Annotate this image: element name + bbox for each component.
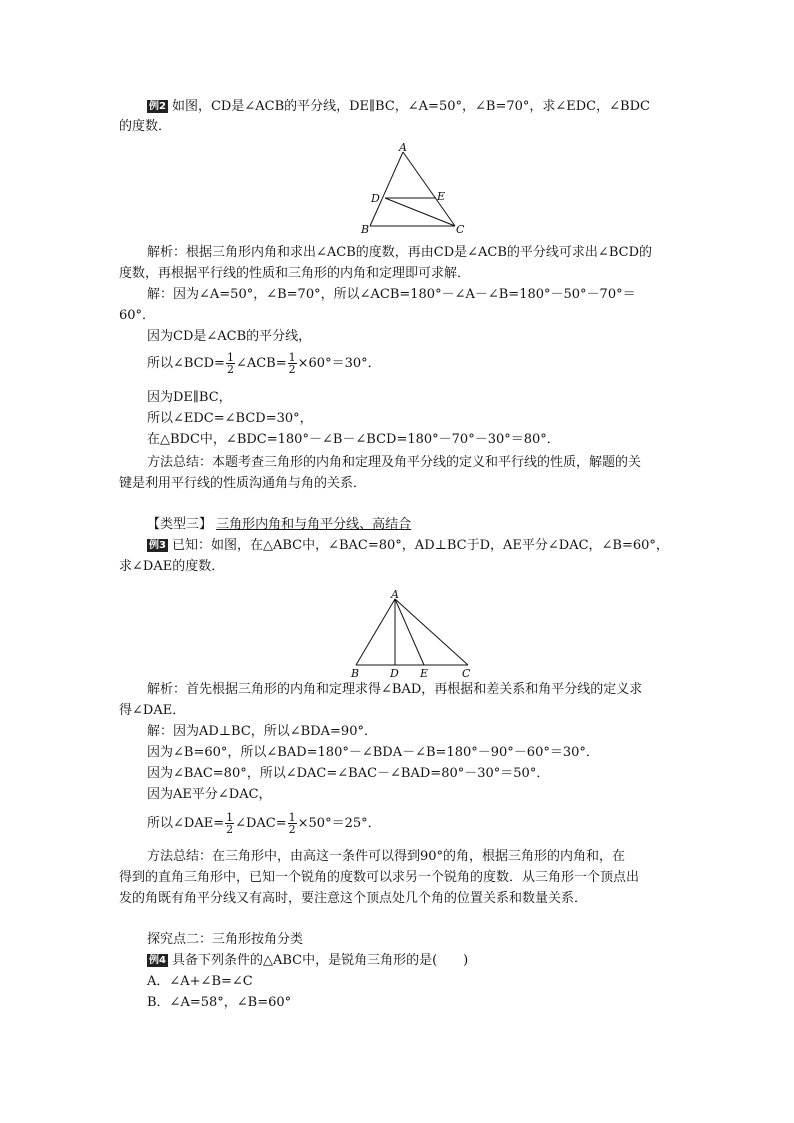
- ex2-label-e: E: [437, 190, 446, 203]
- ex3-side-ac: [395, 599, 468, 665]
- ex3-sol5-prefix: 所以∠DAE=: [147, 816, 225, 831]
- ex3-bisector-ae: [395, 599, 424, 665]
- ex2-side-ac: [403, 152, 455, 226]
- ex3-sol5-suffix: ×50°＝25°．: [297, 816, 381, 831]
- ex3-sol5-mid: ∠DAC=: [235, 816, 287, 831]
- ex2-label-d: D: [371, 192, 380, 205]
- ex3-frac1-num: 1: [226, 811, 234, 824]
- ex3-solution-line1: 解：因为AD⊥BC，所以∠BDA=90°．: [147, 724, 377, 739]
- ex4-question-text: 具备下列条件的△ABC中，是锐角三角形的是( ): [171, 953, 469, 968]
- ex2-label-b: B: [361, 223, 370, 234]
- ex2-solution-line4: [147, 352, 381, 375]
- ex3-solution-line4: 因为AE平分∠DAC，: [147, 787, 272, 802]
- ex3-label-b: B: [351, 667, 360, 680]
- ex3-fraction-2: [288, 812, 297, 835]
- ex2-question-text: 如图，CD是∠ACB的平分线，DE∥BC，∠A=50°，∠B=70°，求∠EDC，∠BDC: [171, 99, 650, 114]
- ex3-frac2-den: 2: [288, 823, 296, 836]
- ex2-fraction-2: [288, 352, 297, 375]
- point2-heading: 探究点二：三角形按角分类: [147, 932, 304, 947]
- ex2-side-ab: [370, 152, 403, 226]
- ex2-solution-line2: 60°．: [119, 308, 156, 323]
- ex2-frac2-num: 1: [288, 351, 296, 364]
- ex3-summary-line1: 方法总结：在三角形中，由高这一条件可以得到90°的角，根据三角形的内角和，在: [147, 849, 626, 864]
- ex2-question-line1: [147, 99, 650, 115]
- ex3-frac2-num: 1: [288, 811, 296, 824]
- ex4-question-line1: [147, 953, 468, 969]
- ex2-frac1-num: 1: [226, 351, 234, 364]
- ex3-frac1-den: 2: [226, 823, 234, 836]
- ex4-badge: 例4: [149, 955, 166, 966]
- type3-heading: [147, 517, 411, 533]
- ex4-option-a: A．∠A+∠B=∠C: [147, 974, 253, 989]
- ex3-question-line1: [147, 538, 669, 554]
- ex2-fraction-1: [226, 352, 235, 375]
- type3-title: 三角形内角和与角平分线、高结合: [216, 517, 412, 532]
- ex3-solution-line3: 因为∠BAC=80°，所以∠DAC=∠BAC－∠BAD=80°－30°＝50°．: [147, 766, 550, 781]
- ex2-analysis-line1: 解析：根据三角形内角和求出∠ACB的度数，再由CD是∠ACB的平分线可求出∠BCD的: [147, 245, 652, 260]
- ex4-option-b: B．∠A=58°，∠B=60°: [147, 995, 292, 1010]
- ex3-label-d: D: [390, 667, 399, 680]
- ex2-question-line2: 的度数．: [119, 119, 172, 134]
- ex3-badge: 例3: [149, 540, 166, 551]
- ex3-label-a: A: [391, 590, 399, 601]
- ex2-triangle-figure: [360, 142, 470, 234]
- ex2-solution-line3: 因为CD是∠ACB的平分线，: [147, 329, 312, 344]
- ex3-analysis-line2: 得∠DAE．: [119, 703, 186, 718]
- ex3-label-e: E: [420, 667, 429, 680]
- ex2-frac2-den: 2: [288, 363, 296, 376]
- ex2-label-c: C: [456, 223, 465, 234]
- ex3-label-c: C: [462, 667, 471, 680]
- type3-bracket: 【类型三】: [147, 517, 213, 532]
- ex2-badge: 例2: [149, 101, 166, 112]
- ex2-label-a: A: [399, 142, 407, 154]
- ex3-analysis-line1: 解析：首先根据三角形的内角和定理求得∠BAD，再根据和差关系和角平分线的定义求: [147, 682, 643, 697]
- ex2-solution-line5: 因为DE∥BC，: [147, 390, 232, 405]
- ex2-sol4-mid: ∠ACB=: [235, 356, 287, 371]
- ex3-question-line2: 求∠DAE的度数．: [119, 559, 225, 574]
- ex2-solution-line7: 在△BDC中，∠BDC=180°－∠B－∠BCD=180°－70°－30°＝80°．: [147, 432, 560, 447]
- ex3-summary-line2: 得到的直角三角形中，已知一个锐角的度数可以求另一个锐角的度数．从三角形一个顶点出: [119, 870, 640, 885]
- ex2-summary-line1: 方法总结：本题考查三角形的内角和定理及角平分线的定义和平行线的性质，解题的关: [147, 455, 642, 470]
- ex3-question-text: 已知：如图，在△ABC中，∠BAC=80°，AD⊥BC于D，AE平分∠DAC，∠B=60°，: [171, 538, 669, 553]
- ex3-solution-line5: [147, 812, 381, 835]
- ex2-summary-line2: 键是利用平行线的性质沟通角与角的关系．: [119, 476, 367, 491]
- ex2-solution-line1: 解：因为∠A=50°，∠B=70°，所以∠ACB=180°－∠A－∠B=180°－50°－70°＝: [147, 287, 636, 302]
- ex2-analysis-line2: 度数，再根据平行线的性质和三角形的内角和定理即可求解．: [119, 266, 471, 281]
- ex2-sol4-prefix: 所以∠BCD=: [147, 356, 225, 371]
- ex2-solution-line6: 所以∠EDC=∠BCD=30°，: [147, 411, 313, 426]
- ex3-solution-line2: 因为∠B=60°，所以∠BAD=180°－∠BDA－∠B=180°－90°－60°＝30°．: [147, 745, 599, 760]
- ex2-sol4-suffix: ×60°＝30°．: [297, 356, 381, 371]
- ex3-triangle-figure: [345, 590, 480, 682]
- ex2-frac1-den: 2: [226, 363, 234, 376]
- ex3-fraction-1: [225, 812, 234, 835]
- ex3-side-ab: [356, 599, 395, 665]
- ex3-summary-line3: 发的角既有角平分线又有高时，要注意这个顶点处几个角的位置关系和数量关系．: [119, 891, 588, 906]
